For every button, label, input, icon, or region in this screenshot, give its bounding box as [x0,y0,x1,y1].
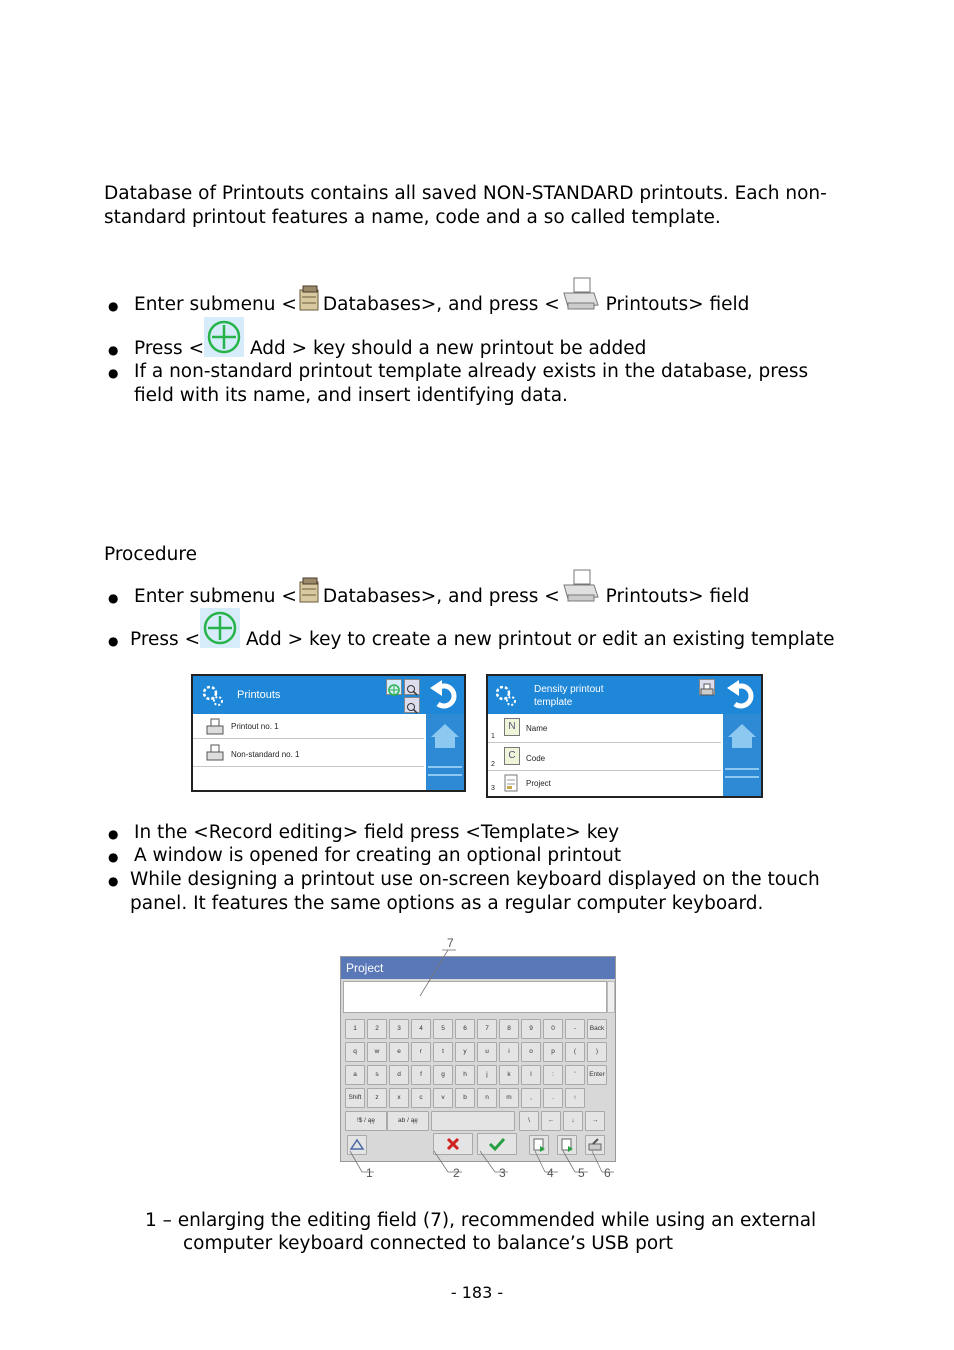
keyboard-key[interactable]: n [477,1088,497,1108]
callout-6: 6 [604,1166,611,1180]
callout-7: 7 [447,936,454,950]
back-button[interactable] [426,676,464,714]
keyboard-key[interactable]: y [455,1042,475,1062]
keyboard-key[interactable]: o [521,1042,541,1062]
home-button[interactable] [723,716,761,756]
keyboard-key[interactable]: 8 [499,1019,519,1039]
printouts-screen [191,674,466,792]
keyboard-key[interactable]: 0 [543,1019,563,1039]
list-item[interactable] [193,740,424,767]
keyboard-key[interactable]: q [345,1042,365,1062]
keyboard-key[interactable]: - [565,1019,585,1039]
code-icon: C [504,747,520,765]
keyboard-key[interactable]: g [433,1065,453,1085]
keyboard-key[interactable]: , [521,1088,541,1108]
keyboard-key[interactable]: !$ / ąę [345,1111,387,1131]
keyboard-key[interactable]: m [499,1088,519,1108]
add-icon[interactable] [386,679,402,695]
list-item-label: Non-standard no. 1 [231,750,300,759]
keyboard-key[interactable]: Enter [587,1065,607,1085]
keyboard-key[interactable]: ( [565,1042,585,1062]
keyboard-key[interactable]: 1 [345,1019,365,1039]
printer-icon [560,567,600,607]
home-button[interactable] [426,716,464,756]
keyboard-key[interactable]: w [367,1042,387,1062]
keyboard-key[interactable]: v [433,1088,453,1108]
keyboard-key[interactable]: ↓ [563,1111,583,1131]
keyboard-key[interactable]: 4 [411,1019,431,1039]
keyboard-key[interactable]: Shift [345,1088,365,1108]
search-icon[interactable] [404,679,420,695]
keyboard-key[interactable]: c [411,1088,431,1108]
callout-1: 1 [366,1166,373,1180]
keyboard-title: Project [346,961,384,975]
screen-title: Printouts [237,689,281,701]
database-icon [297,576,323,604]
list-item-label: Printout no. 1 [231,722,279,731]
keyboard-key[interactable]: Back [587,1019,607,1039]
callout-lines [340,936,630,1186]
keyboard-key[interactable]: h [455,1065,475,1085]
template-field-name[interactable]: 1 N Name [488,716,721,743]
keyboard-key[interactable]: : [543,1065,563,1085]
keyboard-key[interactable]: d [389,1065,409,1085]
keyboard-key[interactable]: t [433,1042,453,1062]
add-icon [204,317,244,357]
name-icon: N [504,718,520,736]
keyboard-key[interactable]: z [367,1088,387,1108]
footnote-line-1: 1 – enlarging the editing field (7), recommended while using an external [145,1210,817,1231]
page-number: - 183 - [450,1283,504,1302]
printer-icon [560,275,600,315]
callout-4: 4 [547,1166,554,1180]
screen-title: Density printout template [534,684,604,708]
keyboard-key[interactable]: x [389,1088,409,1108]
keyboard-key[interactable]: 9 [521,1019,541,1039]
callout-3: 3 [499,1166,506,1180]
add-icon [200,608,240,648]
keyboard-key[interactable]: p [543,1042,563,1062]
side-navigation [723,676,761,796]
keyboard-key[interactable]: ' [565,1065,585,1085]
field-label: Code [526,754,546,763]
print-icon[interactable] [699,679,715,695]
intro-line-1: Database of Printouts contains all saved NON-STANDARD printouts. Each non- [104,183,827,204]
intro-paragraph [104,182,874,229]
printer-icon [205,744,225,762]
keyboard-key[interactable]: → [585,1111,605,1131]
intro-line-2: standard printout features a name, code and a so called template. [104,206,721,228]
home-icon [426,716,464,756]
printouts-header [193,676,426,714]
keyboard-key[interactable]: l [521,1065,541,1085]
callout-2: 2 [453,1166,460,1180]
keyboard-key[interactable]: 6 [455,1019,475,1039]
keyboard-key[interactable]: e [389,1042,409,1062]
database-icon [297,284,323,312]
keyboard-key[interactable]: a [345,1065,365,1085]
keyboard-key[interactable]: u [477,1042,497,1062]
search-code-icon[interactable] [404,697,420,713]
back-arrow-icon [723,676,761,714]
field-label: Name [526,724,548,733]
footnote-line-2: computer keyboard connected to balance’s USB port [183,1233,674,1254]
template-field-code[interactable]: 2 C Code [488,744,721,771]
settings-gears-icon [494,684,518,708]
template-field-project[interactable]: 3 Project [488,772,721,794]
back-arrow-icon [426,676,464,714]
home-icon [723,716,761,756]
callout-5: 5 [578,1166,585,1180]
keyboard-key[interactable]: ↑ [565,1088,585,1108]
keyboard-key[interactable]: r [411,1042,431,1062]
keyboard-key[interactable]: f [411,1065,431,1085]
keyboard-key[interactable]: 3 [389,1019,409,1039]
side-navigation [426,676,464,790]
keyboard-key[interactable]: i [499,1042,519,1062]
keyboard-key[interactable]: b [455,1088,475,1108]
keyboard-key[interactable]: ) [587,1042,607,1062]
keyboard-key[interactable]: . [543,1088,563,1108]
template-icon [504,774,518,792]
keyboard-key[interactable]: ← [541,1111,561,1131]
procedure-label: Procedure [104,544,197,565]
printer-icon [205,718,225,736]
list-item[interactable] [193,716,424,739]
back-button[interactable] [723,676,761,714]
template-screen [486,674,763,798]
keyboard-key[interactable]: 2 [367,1019,387,1039]
keyboard-key[interactable]: s [367,1065,387,1085]
template-header [488,676,723,714]
keyboard-key[interactable]: k [499,1065,519,1085]
keyboard-key[interactable]: 5 [433,1019,453,1039]
keyboard-key[interactable]: 7 [477,1019,497,1039]
keyboard-key[interactable]: j [477,1065,497,1085]
keyboard-key[interactable]: ab / ąę [387,1111,429,1131]
settings-gears-icon [201,684,225,708]
keyboard-key[interactable]: \ [519,1111,539,1131]
field-label: Project [526,779,551,788]
